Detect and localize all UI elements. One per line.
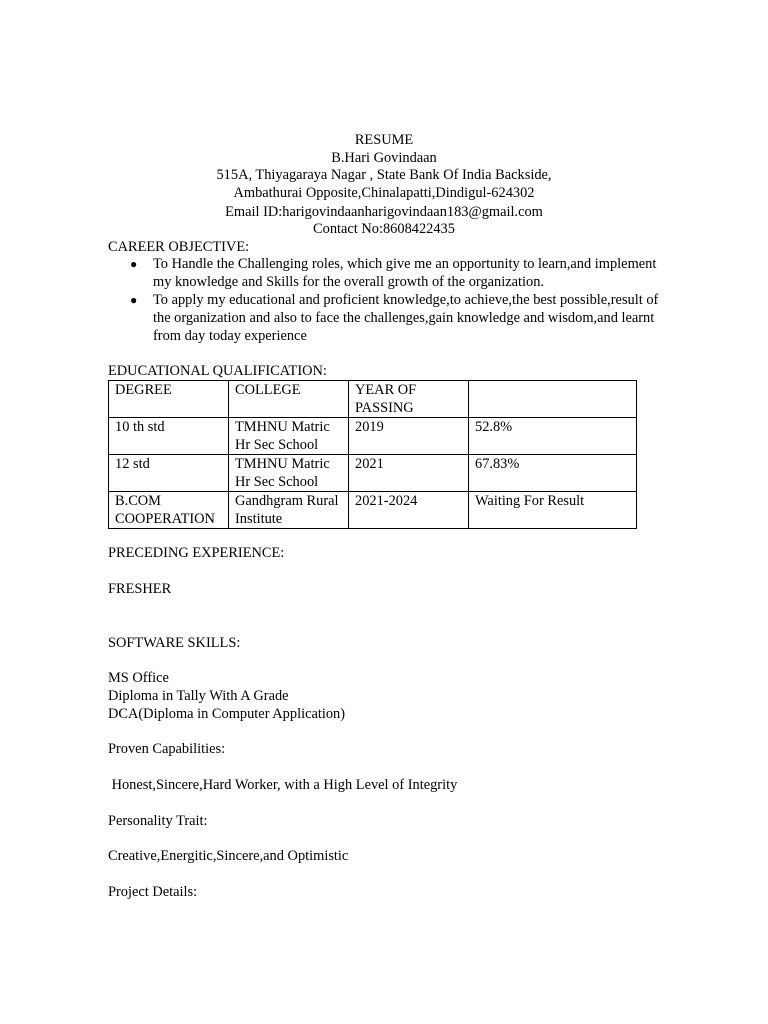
table-row	[109, 418, 637, 455]
personality-value: Creative,Energitic,Sincere,and Optimistic	[108, 848, 349, 864]
column-header-year: YEAR OF PASSING	[349, 381, 469, 418]
column-header-college: COLLEGE	[229, 381, 349, 418]
software-skills-heading: SOFTWARE SKILLS:	[108, 635, 241, 651]
skill-item: Diploma in Tally With A Grade	[108, 688, 289, 704]
cell-year: 2019	[349, 418, 469, 455]
capabilities-heading: Proven Capabilities:	[108, 741, 226, 757]
skill-item: DCA(Diploma in Computer Application)	[108, 706, 346, 722]
cell-result: 67.83%	[469, 455, 637, 492]
objective-item	[108, 291, 678, 345]
objective-text: To apply my educational and proficient knowledge,to achieve,the best possible,result of the organization and also to face the challenges,gain knowledge and wisdom,and learnt from day today experience	[153, 292, 659, 344]
cell-college: Gandhgram Rural Institute	[229, 492, 349, 529]
education-table	[108, 380, 637, 529]
cell-degree: B.COM COOPERATION	[109, 492, 229, 529]
cell-year: 2021	[349, 455, 469, 492]
column-header-result	[469, 381, 637, 418]
skill-item: MS Office	[108, 670, 169, 686]
education-heading: EDUCATIONAL QUALIFICATION:	[108, 363, 327, 379]
resume-title: RESUME	[354, 132, 414, 148]
bullet-icon: ●	[130, 293, 138, 307]
career-objective-list	[108, 255, 678, 345]
candidate-name: B.Hari Govindaan	[331, 150, 437, 166]
cell-result: Waiting For Result	[469, 492, 637, 529]
contact-line: Contact No:8608422435	[313, 221, 455, 237]
objective-item	[108, 255, 678, 291]
cell-college: TMHNU Matric Hr Sec School	[229, 418, 349, 455]
table-header-row	[109, 381, 637, 418]
table-row	[109, 455, 637, 492]
objective-text: To Handle the Challenging roles, which give me an opportunity to learn,and implement my knowledge and Skills for the overall growth of the organization.	[153, 256, 657, 290]
address-line-2: Ambathurai Opposite,Chinalapatti,Dindigul-624302	[233, 185, 535, 201]
column-header-degree: DEGREE	[109, 381, 229, 418]
capabilities-value: Honest,Sincere,Hard Worker, with a High Level of Integrity	[108, 777, 458, 793]
project-heading: Project Details:	[108, 884, 198, 900]
cell-year: 2021-2024	[349, 492, 469, 529]
personality-heading: Personality Trait:	[108, 813, 208, 829]
cell-degree: 10 th std	[109, 418, 229, 455]
email-line: Email ID:harigovindaanharigovindaan183@gmail.com	[225, 204, 543, 220]
experience-heading: PRECEDING EXPERIENCE:	[108, 545, 285, 561]
experience-value: FRESHER	[108, 581, 172, 597]
cell-result: 52.8%	[469, 418, 637, 455]
cell-degree: 12 std	[109, 455, 229, 492]
cell-college: TMHNU Matric Hr Sec School	[229, 455, 349, 492]
address-line-1: 515A, Thiyagaraya Nagar , State Bank Of India Backside,	[216, 167, 552, 183]
bullet-icon: ●	[130, 257, 138, 271]
table-row	[109, 492, 637, 529]
career-objective-heading: CAREER OBJECTIVE:	[108, 239, 250, 255]
